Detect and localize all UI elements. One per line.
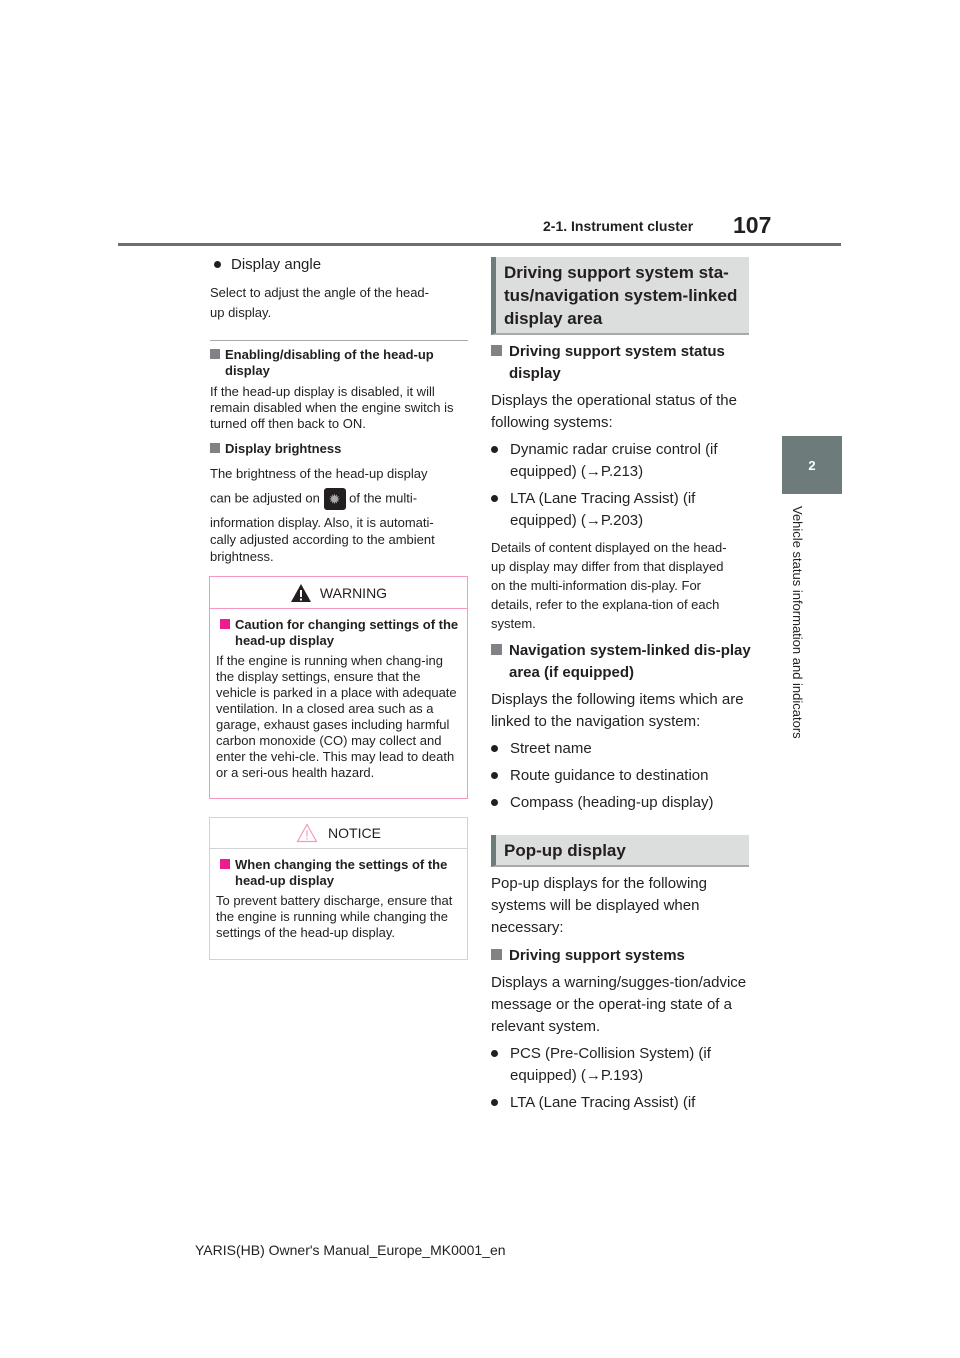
brightness-text-4: cally adjusted according to the ambient	[210, 532, 435, 547]
notice-title: NOTICE	[328, 825, 381, 841]
warning-subheading: Caution for changing settings of the head-up display	[216, 617, 461, 649]
square-bullet-icon	[210, 443, 220, 453]
square-bullet-icon	[491, 644, 502, 655]
footer-manual-id: YARIS(HB) Owner's Manual_Europe_MK0001_en	[195, 1242, 506, 1258]
bullet-dot-icon	[491, 772, 498, 779]
brightness-text-3: information display. Also, it is automati-	[210, 515, 434, 530]
notice-subheading: When changing the settings of the head-up display	[216, 857, 461, 889]
bullet-lta-2: LTA (Lane Tracing Assist) (if	[491, 1092, 753, 1114]
notice-text: To prevent battery discharge, ensure that the engine is running while changing the settings of the head-up display.	[216, 893, 453, 940]
warning-header	[210, 577, 467, 609]
driving-status-text: Displays the operational status of the following systems:	[491, 392, 737, 431]
popup-text: Pop-up displays for the following systems will be displayed when necessary:	[491, 875, 707, 936]
warning-title: WARNING	[319, 584, 388, 601]
display-angle-text-1: Select to adjust the angle of the head-	[210, 285, 429, 300]
warning-box	[209, 576, 468, 799]
nav-subheading: Navigation system-linked dis-play area (if equipped)	[491, 640, 753, 684]
support-text: Displays a warning/sugges-tion/advice message or the operat-ing state of a relevant system.	[491, 974, 747, 1035]
bullet-dot-icon	[491, 495, 498, 502]
brightness-subheading: Display brightness	[210, 441, 472, 457]
right-column-part1	[491, 341, 753, 814]
details-text: Details of content displayed on the head-up display may differ from that displayed on the multi-information dis-play. For details, refer to the explana-tion of each system.	[491, 540, 727, 631]
warning-triangle-icon	[290, 583, 312, 603]
nav-text: Displays the following items which are linked to the navigation system:	[491, 691, 744, 730]
right-column-part2	[491, 873, 753, 1114]
bullet-dot-icon	[491, 1099, 498, 1106]
bullet-dot-icon	[491, 1050, 498, 1057]
bullet-dot-icon	[491, 799, 498, 806]
bullet-street: Street name	[491, 738, 753, 760]
chapter-side-title	[785, 506, 805, 796]
bullet-route: Route guidance to destination	[491, 765, 753, 787]
notice-box	[209, 817, 468, 960]
settings-gear-icon: ✹	[324, 488, 346, 510]
section-heading-popup: Pop-up display	[491, 835, 749, 867]
header-section-title: 2-1. Instrument cluster	[543, 218, 694, 234]
square-bullet-icon	[210, 349, 220, 359]
notice-triangle-icon	[296, 823, 318, 843]
page-number: 107	[733, 212, 772, 238]
bullet-compass: Compass (heading-up display)	[491, 792, 753, 814]
square-bullet-icon	[491, 949, 502, 960]
warning-text: If the engine is running when chang-ing the display settings, ensure that the vehicle is parked in a place with adequate ventilation. In a closed area such as a garage, exhaust gases including harmful carbon monoxide (CO) may collect and enter the vehi-cle. This may lead to death or a seri-ous health hazard.	[216, 653, 457, 780]
section-heading-display-area: Driving support system sta-tus/navigation system-linked display area	[491, 257, 749, 335]
bullet-pcs: PCS (Pre-Collision System) (if equipped) (→P.193)	[491, 1043, 753, 1087]
bullet-dot-icon	[491, 745, 498, 752]
bullet-dot-icon	[491, 446, 498, 453]
square-bullet-icon	[491, 345, 502, 356]
bullet-dot-icon	[214, 261, 221, 268]
header-rule	[118, 243, 841, 246]
brightness-text-5: brightness.	[210, 549, 274, 564]
divider	[210, 340, 468, 341]
brightness-text-1: The brightness of the head-up display	[210, 466, 428, 481]
driving-status-subheading: Driving support system status display	[491, 341, 753, 385]
enable-subheading: Enabling/disabling of the head-up display	[210, 347, 472, 379]
chapter-title: Vehicle status information and indicators	[790, 506, 805, 739]
enable-text: If the head-up display is disabled, it will remain disabled when the engine switch is turned off then back to ON.	[210, 384, 454, 431]
chapter-number: 2	[808, 457, 816, 473]
notice-header	[210, 818, 467, 849]
square-bullet-icon	[220, 859, 230, 869]
bullet-lta: LTA (Lane Tracing Assist) (if equipped) (→P.203)	[491, 488, 753, 532]
display-angle-text-2: up display.	[210, 305, 272, 320]
brightness-text-2: can be adjusted on ✹ of the multi-	[210, 488, 472, 510]
display-angle-bullet: Display angle	[210, 254, 472, 276]
bullet-drcc: Dynamic radar cruise control (if equipped) (→P.213)	[491, 439, 753, 483]
square-bullet-icon	[220, 619, 230, 629]
left-column	[210, 254, 472, 566]
support-subheading: Driving support systems	[491, 945, 753, 967]
chapter-tab	[782, 436, 842, 494]
